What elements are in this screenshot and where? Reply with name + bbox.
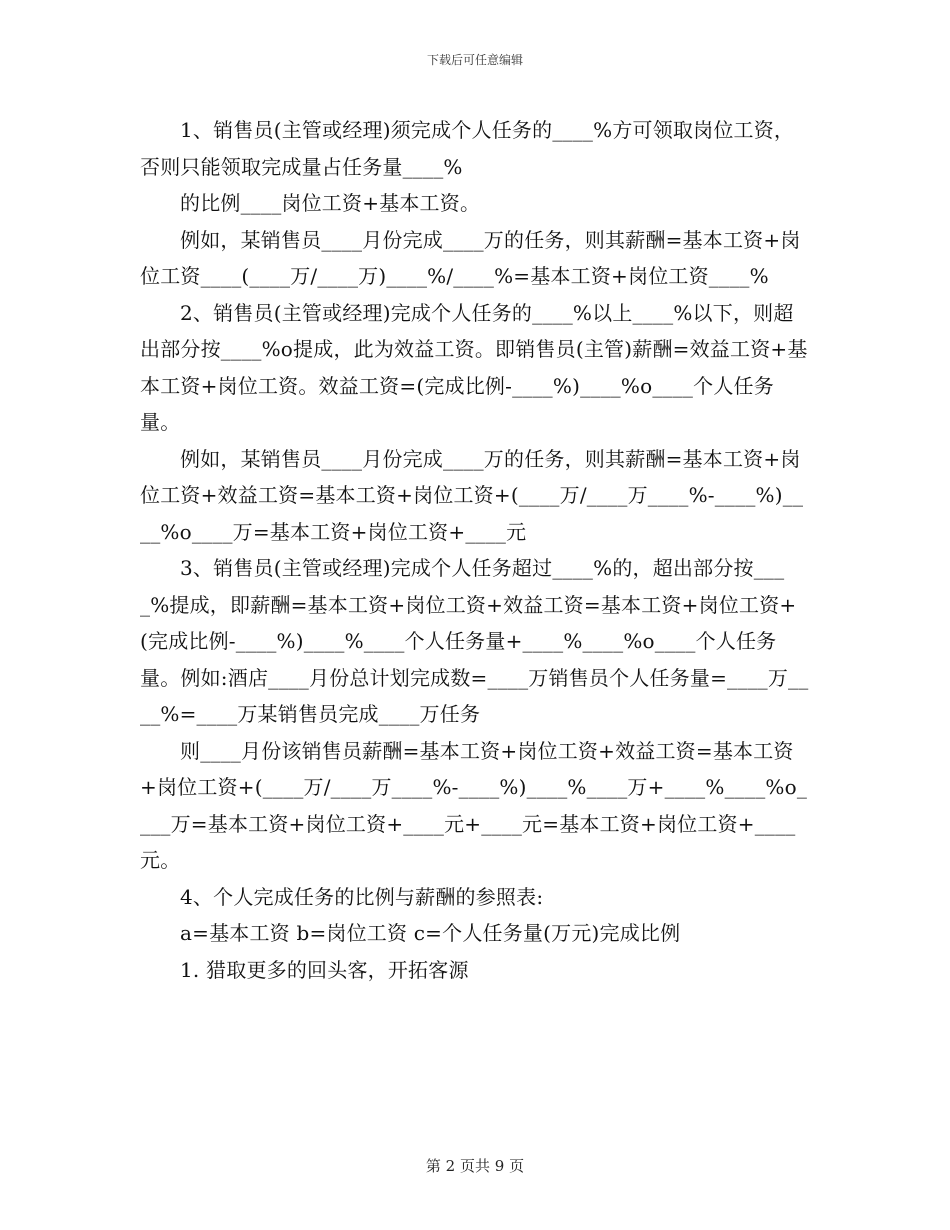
paragraph-rule-1-continued: 的比例____岗位工资+基本工资。 <box>180 191 481 215</box>
page-footer: 第 2 页共 9 页 <box>425 1157 525 1175</box>
paragraph-legend: a=基本工资 b=岗位工资 c=个人任务量(万元)完成比例 <box>180 921 681 945</box>
paragraph-rule-4: 4、个人完成任务的比例与薪酬的参照表: <box>180 884 544 909</box>
paragraph-rule-2: 2、销售员(主管或经理)完成个人任务的____%以上____%以下，则超出部分按____%o提成，此为效益工资。即销售员(主管)薪酬=效益工资+基本工资+岗位工资。效益工资=(完成比例-____%)____%o____个人任务量。 <box>140 300 808 434</box>
paragraph-rule-3: 3、销售员(主管或经理)完成个人任务超过____%的，超出部分按____%提成，即薪酬=基本工资+岗位工资+效益工资=基本工资+岗位工资+(完成比例-____%)____%____个人任务量+____%____%o____个人任务量。例如:酒店____月份总计划完成数=____万销售员个人任务量=____万____%=____万某销售员完成____万任务 <box>140 556 809 726</box>
page-header: 下载后可任意编辑 <box>426 53 523 67</box>
document-body <box>140 112 812 988</box>
paragraph-section-1: 1. 猎取更多的回头客，开拓客源 <box>180 957 469 982</box>
paragraph-example-2: 例如，某销售员____月份完成____万的任务，则其薪酬=基本工资+岗位工资+效益工资=基本工资+岗位工资+(____万/____万____%-____%)____%o____万=基本工资+岗位工资+____元 <box>140 446 804 544</box>
paragraph-example-1: 例如，某销售员____月份完成____万的任务，则其薪酬=基本工资+岗位工资____(____万/____万)____%/____%=基本工资+岗位工资____% <box>140 227 801 288</box>
paragraph-example-3: 则____月份该销售员薪酬=基本工资+岗位工资+效益工资=基本工资+岗位工资+(____万/____万____%-____%)____%____万+____%____%o____万=基本工资+岗位工资+____元+____元=基本工资+岗位工资+____元。 <box>140 738 808 872</box>
paragraph-rule-1: 1、销售员(主管或经理)须完成个人任务的____%方可领取岗位工资，否则只能领取完成量占任务量____% <box>140 118 795 179</box>
